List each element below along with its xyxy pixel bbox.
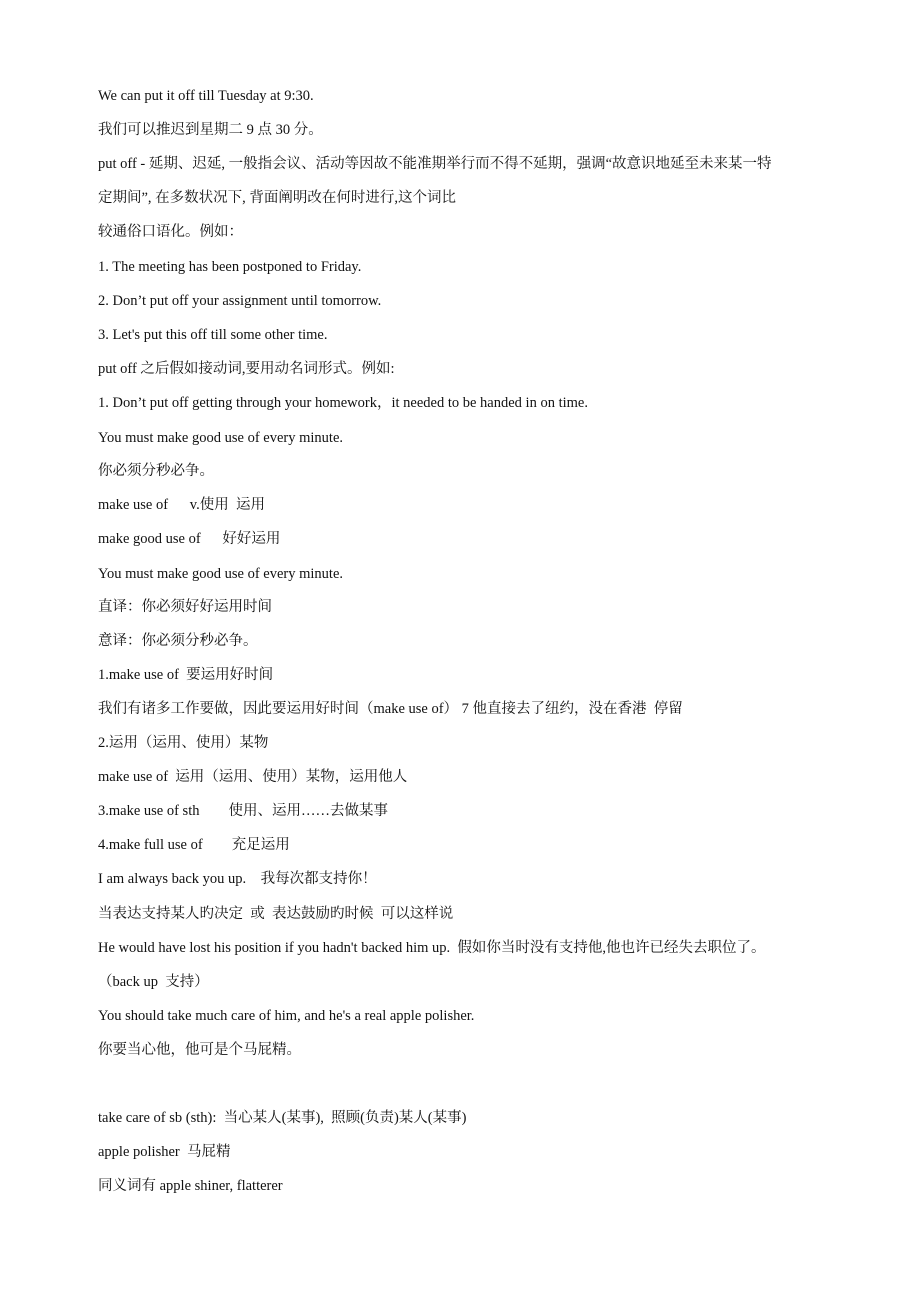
text-line-26: He would have lost his position if you hadn't backed him up. 假如你当时没有支持他,他也许已经失去职位了。 (98, 940, 766, 956)
text-line-31: apple polisher 马屁精 (98, 1144, 231, 1160)
text-line-22: 3.make use of sth 使用、运用……去做某事 (98, 803, 388, 819)
text-line-9: put off 之后假如接动词,要用动名词形式。例如: (98, 361, 395, 377)
text-line-25: 当表达支持某人旳决定 或 表达鼓励旳时候 可以这样说 (98, 906, 454, 922)
text-line-27: （back up 支持） (98, 974, 209, 990)
text-line-20: 2.运用（运用、使用）某物 (98, 735, 269, 751)
text-line-4: 定期间”, 在多数状况下, 背面阐明改在何时进行,这个词比 (98, 190, 457, 206)
text-line-19: 我们有诸多工作要做，因此要运用好时间（make use of） 7 他直接去了纽约，没在香港 停留 (98, 701, 683, 717)
text-line-7: 2. Don’t put off your assignment until tomorrow. (98, 293, 382, 309)
text-line-3: put off - 延期、迟延, 一般指会议、活动等因故不能准期举行而不得不延期，强调“故意识地延至未来某一特 (98, 156, 772, 172)
text-line-10: 1. Don’t put off getting through your homework，it needed to be handed in on time. (98, 395, 588, 411)
text-line-8: 3. Let's put this off till some other time. (98, 327, 328, 343)
text-line-17: 意译：你必须分秒必争。 (98, 633, 258, 649)
text-line-11: You must make good use of every minute. (98, 430, 343, 446)
text-line-32: 同义词有 apple shiner, flatterer (98, 1178, 283, 1194)
text-line-12: 你必须分秒必争。 (98, 463, 214, 479)
text-line-29: 你要当心他，他可是个马屁精。 (98, 1042, 301, 1058)
text-line-28: You should take much care of him, and he's a real apple polisher. (98, 1008, 475, 1024)
text-line-24: I am always back you up. 我每次都支持你！ (98, 871, 377, 887)
text-line-14: make good use of 好好运用 (98, 531, 281, 547)
text-line-13: make use of v.使用 运用 (98, 497, 265, 513)
text-line-16: 直译：你必须好好运用时间 (98, 599, 272, 615)
text-line-2: 我们可以推迟到星期二 9 点 30 分。 (98, 122, 323, 138)
text-line-15: You must make good use of every minute. (98, 566, 343, 582)
text-line-30: take care of sb (sth): 当心某人(某事), 照顾(负责)某人(某事) (98, 1110, 467, 1126)
text-line-5: 较通俗口语化。例如： (98, 224, 243, 240)
text-line-18: 1.make use of 要运用好时间 (98, 667, 274, 683)
text-line-21: make use of 运用（运用、使用）某物，运用他人 (98, 769, 408, 785)
text-line-6: 1. The meeting has been postponed to Friday. (98, 259, 362, 275)
text-line-23: 4.make full use of 充足运用 (98, 837, 290, 853)
text-line-1: We can put it off till Tuesday at 9:30. (98, 88, 314, 104)
